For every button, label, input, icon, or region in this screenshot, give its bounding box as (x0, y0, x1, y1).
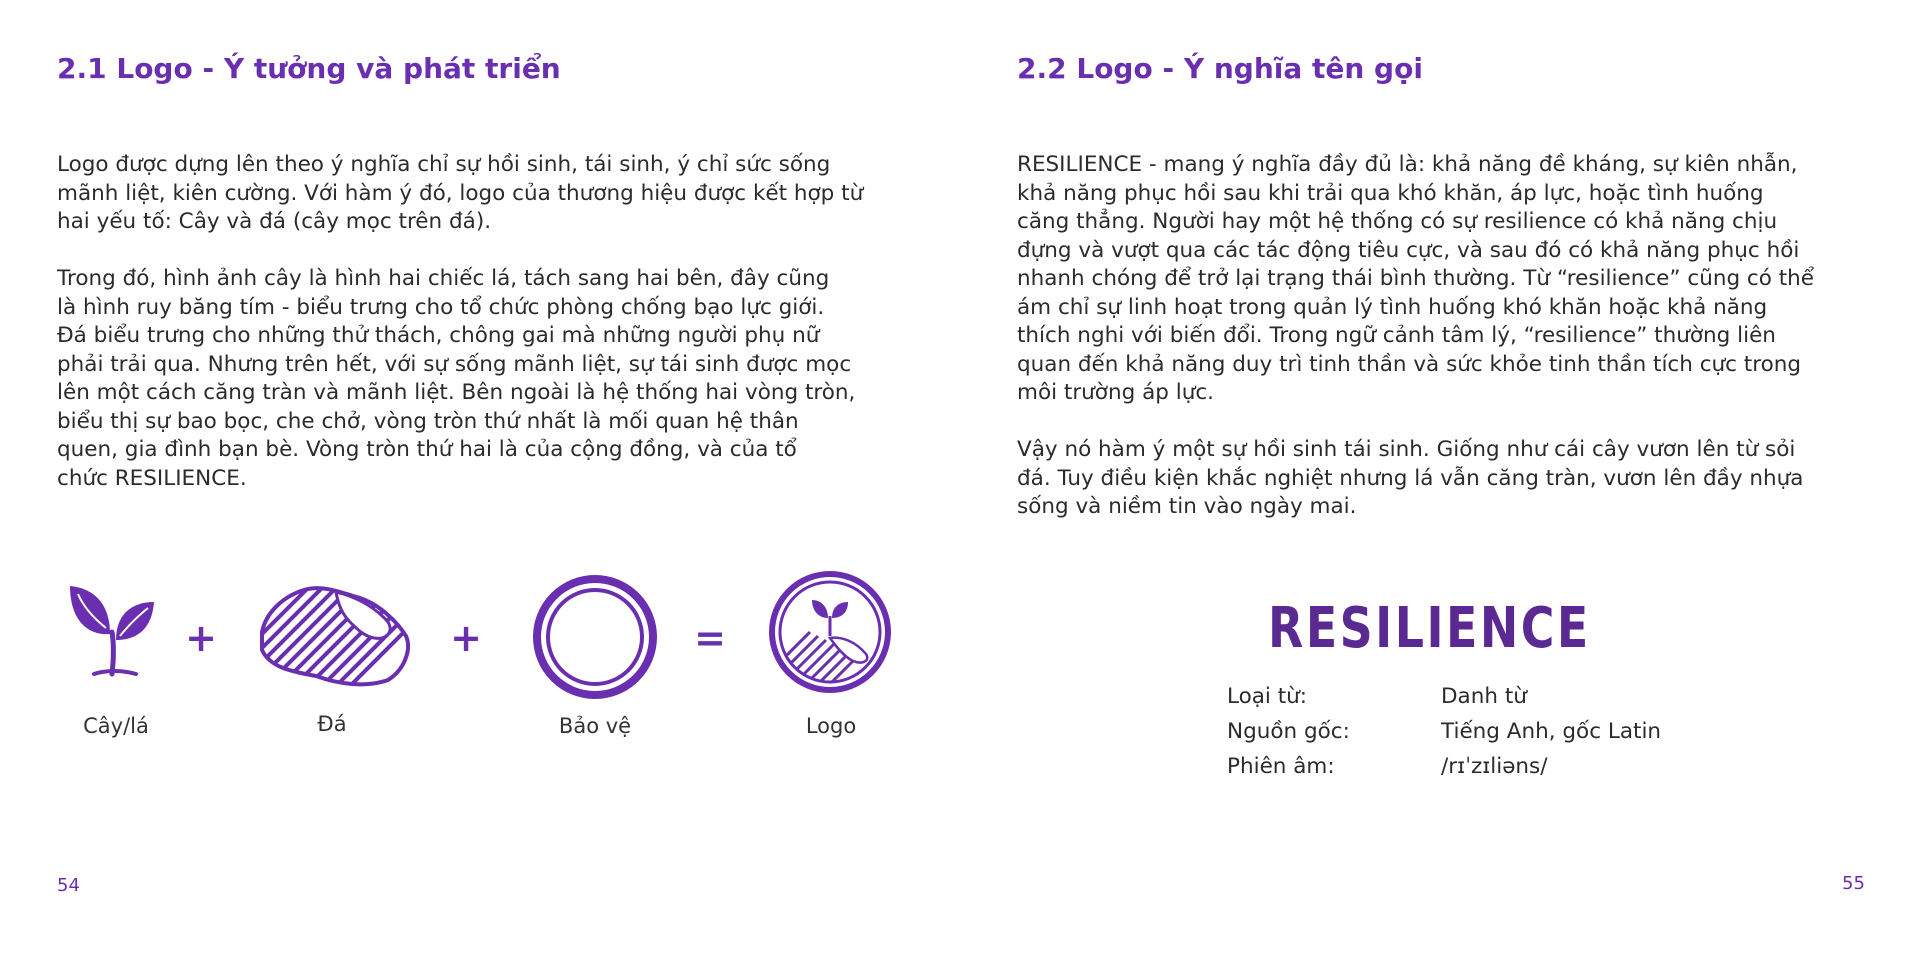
text-line: lên một cách căng tràn và mãnh liệt. Bên ngoài là hệ thống hai vòng tròn, (57, 380, 856, 405)
text-line: khả năng phục hồi sau khi trải qua khó khăn, áp lực, hoặc tình huống (1017, 180, 1764, 206)
info-value: Tiếng Anh, gốc Latin (1441, 719, 1662, 744)
page-number: 55 (1842, 873, 1865, 894)
name-meaning-paragraph-1 (1017, 151, 1814, 408)
text-line: nhanh chóng để trở lại trạng thái bình thường. Từ “resilience” cũng có thể (1017, 266, 1815, 291)
info-value: /rɪˈzɪliəns/ (1441, 754, 1548, 779)
text-line: Logo được dựng lên theo ý nghĩa chỉ sự hồi sinh, tái sinh, ý chỉ sức sống (57, 152, 831, 177)
text-line: Đá biểu trưng cho những thử thách, chông gai mà những người phụ nữ (57, 323, 820, 348)
right-page (960, 0, 1920, 960)
logo-emblem-icon (768, 570, 892, 694)
caption-logo: Logo (805, 714, 857, 738)
info-value: Danh từ (1441, 684, 1527, 709)
text-line: Trong đó, hình ảnh cây là hình hai chiếc lá, tách sang hai bên, đây cũng (57, 266, 830, 291)
logo-idea-paragraph-2 (57, 265, 855, 493)
caption-rock: Đá (317, 712, 347, 736)
logo-idea-paragraph-1 (57, 151, 863, 237)
text-line: đựng và vượt qua các tác động tiêu cực, và sau đó có khả năng phục hồi (1017, 237, 1800, 263)
caption-ring: Bảo vệ (558, 714, 632, 738)
text-line: Vậy nó hàm ý một sự hồi sinh tái sinh. Giống như cái cây vươn lên từ sỏi (1017, 437, 1796, 462)
text-line: phải trải qua. Nhưng trên hết, với sự sống mãnh liệt, sự tái sinh được mọc (57, 351, 852, 377)
text-line: mãnh liệt, kiên cường. Với hàm ý đó, logo của thương hiệu được kết hợp từ (57, 180, 864, 206)
resilience-wordmark: RESILIENCE (1268, 596, 1591, 661)
text-line: ám chỉ sự linh hoạt trong quản lý tình huống khó khăn hoặc khả năng (1017, 294, 1768, 320)
text-line: quan đến khả năng duy trì tinh thần và sức khỏe tinh thần tích cực trong (1017, 351, 1802, 377)
plus-operator: + (185, 616, 217, 660)
text-line: sống và niềm tin vào ngày mai. (1017, 494, 1357, 519)
text-line: RESILIENCE - mang ý nghĩa đầy đủ là: khả năng đề kháng, sự kiên nhẫn, (1017, 152, 1798, 177)
plus-operator: + (450, 616, 482, 660)
text-line: hai yếu tố: Cây và đá (cây mọc trên đá). (57, 209, 492, 234)
text-line: môi trường áp lực. (1017, 380, 1214, 405)
info-label: Loại từ: (1227, 684, 1308, 709)
text-line: là hình ruy băng tím - biểu trưng cho tổ chức phòng chống bạo lực giới. (57, 294, 825, 320)
text-line: đá. Tuy điều kiện khắc nghiệt nhưng lá vẫn căng tràn, vươn lên đầy nhựa (1017, 465, 1804, 491)
info-label: Nguồn gốc: (1227, 719, 1350, 744)
equals-operator: = (694, 616, 726, 660)
text-line: quen, gia đình bạn bè. Vòng tròn thứ hai là của cộng đồng, và của tổ (57, 437, 797, 462)
text-line: biểu thị sự bao bọc, che chở, vòng tròn thứ nhất là mối quan hệ thân (57, 408, 799, 434)
ring-icon (532, 574, 658, 700)
page-number: 54 (57, 875, 80, 896)
rock-icon (254, 580, 416, 690)
section-heading-name-meaning: 2.2 Logo - Ý nghĩa tên gọi (1017, 52, 1423, 85)
section-heading-logo-idea: 2.1 Logo - Ý tưởng và phát triển (57, 52, 561, 85)
caption-sprout: Cây/lá (83, 714, 149, 738)
text-line: thích nghi với biến đổi. Trong ngữ cảnh tâm lý, “resilience” thường liên (1017, 323, 1776, 348)
text-line: căng thẳng. Người hay một hệ thống có sự resilience có khả năng chịu (1017, 209, 1778, 234)
info-label: Phiên âm: (1227, 754, 1335, 779)
name-meaning-paragraph-2 (1017, 436, 1803, 522)
sprout-icon (66, 582, 158, 678)
text-line: chức RESILIENCE. (57, 465, 247, 491)
